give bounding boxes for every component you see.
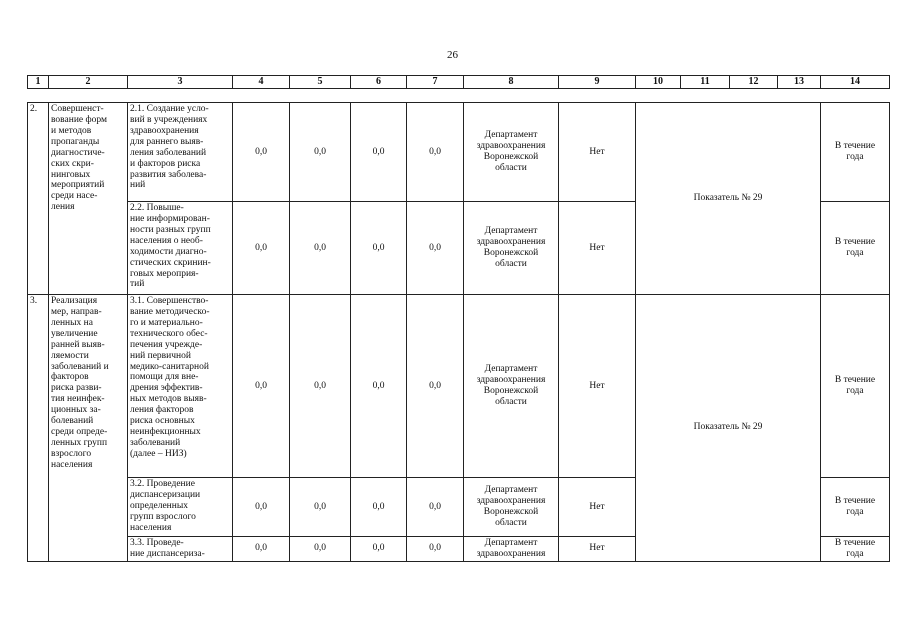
executor-cell: Департамент здравоохранения Воронежской области <box>464 202 559 295</box>
value-cell: 0,0 <box>233 478 290 537</box>
sub-measure-name: 2.2. Повыше- ние информирован- ности разных групп населения о необ- ходимости диагно- стических скринин- говых мероприя- тий <box>128 202 233 295</box>
column-header: 5 <box>290 76 351 89</box>
executor-cell: Департамент здравоохранения <box>464 537 559 562</box>
sub-measure-name: 3.1. Совершенство- вание методическо- го и материально- технического обес- печения учрежде- ний первичной медико-санитарной помощи для вне- дрения эффектив- ных методов выяв- ления факторов риска основных неинфекционных заболеваний (далее – НИЗ) <box>128 295 233 478</box>
term-cell: В течение года <box>821 202 890 295</box>
executor-cell: Департамент здравоохранения Воронежской области <box>464 478 559 537</box>
column-header: 3 <box>128 76 233 89</box>
sub-measure-name: 3.3. Проведе- ние диспансериза- <box>128 537 233 562</box>
column-header: 11 <box>681 76 730 89</box>
column-header: 13 <box>778 76 821 89</box>
term-cell: В течение года <box>821 537 890 562</box>
header-gap <box>28 89 890 103</box>
column-header: 6 <box>351 76 407 89</box>
term-cell: В течение года <box>821 295 890 478</box>
column-header: 9 <box>559 76 636 89</box>
funding-cell: Нет <box>559 103 636 202</box>
value-cell: 0,0 <box>351 478 407 537</box>
column-header: 2 <box>49 76 128 89</box>
funding-cell: Нет <box>559 202 636 295</box>
value-cell: 0,0 <box>290 295 351 478</box>
value-cell: 0,0 <box>233 537 290 562</box>
column-header-row <box>28 76 890 89</box>
sub-measure-name: 3.2. Проведение диспансеризации определенных групп взрослого населения <box>128 478 233 537</box>
funding-cell: Нет <box>559 537 636 562</box>
term-cell: В течение года <box>821 103 890 202</box>
column-header: 8 <box>464 76 559 89</box>
column-header: 7 <box>407 76 464 89</box>
value-cell: 0,0 <box>407 202 464 295</box>
value-cell: 0,0 <box>407 103 464 202</box>
table-row <box>28 103 890 202</box>
executor-cell: Департамент здравоохранения Воронежской области <box>464 295 559 478</box>
indicator-cell: Показатель № 29 <box>636 295 821 562</box>
column-header: 10 <box>636 76 681 89</box>
column-header: 4 <box>233 76 290 89</box>
value-cell: 0,0 <box>351 202 407 295</box>
term-cell: В течение года <box>821 478 890 537</box>
executor-cell: Департамент здравоохранения Воронежской области <box>464 103 559 202</box>
value-cell: 0,0 <box>290 202 351 295</box>
value-cell: 0,0 <box>407 478 464 537</box>
funding-cell: Нет <box>559 295 636 478</box>
value-cell: 0,0 <box>290 537 351 562</box>
value-cell: 0,0 <box>351 537 407 562</box>
row-number: 3. <box>28 295 49 562</box>
value-cell: 0,0 <box>407 537 464 562</box>
value-cell: 0,0 <box>290 478 351 537</box>
column-header: 12 <box>730 76 778 89</box>
value-cell: 0,0 <box>233 103 290 202</box>
value-cell: 0,0 <box>233 202 290 295</box>
row-number: 2. <box>28 103 49 295</box>
column-header: 14 <box>821 76 890 89</box>
sub-measure-name: 2.1. Создание усло- вий в учреждениях здравоохранения для раннего выяв- ления заболеваний и факторов риска развития заболева- ний <box>128 103 233 202</box>
plan-table <box>27 75 890 562</box>
value-cell: 0,0 <box>233 295 290 478</box>
value-cell: 0,0 <box>351 295 407 478</box>
table-row <box>28 295 890 478</box>
indicator-cell: Показатель № 29 <box>636 103 821 295</box>
value-cell: 0,0 <box>290 103 351 202</box>
value-cell: 0,0 <box>351 103 407 202</box>
page-number: 26 <box>447 49 458 61</box>
measure-title: Реализация мер, направ- ленных на увеличение ранней выяв- ляемости заболеваний и факторов риска разви- тия неинфек- ционных за- болеваний среди опреде- ленных групп взрослого населения <box>49 295 128 562</box>
funding-cell: Нет <box>559 478 636 537</box>
value-cell: 0,0 <box>407 295 464 478</box>
column-header: 1 <box>28 76 49 89</box>
measure-title: Совершенст- вование форм и методов пропаганды диагностиче- ских скри- нинговых мероприятий среди насе- ления <box>49 103 128 295</box>
